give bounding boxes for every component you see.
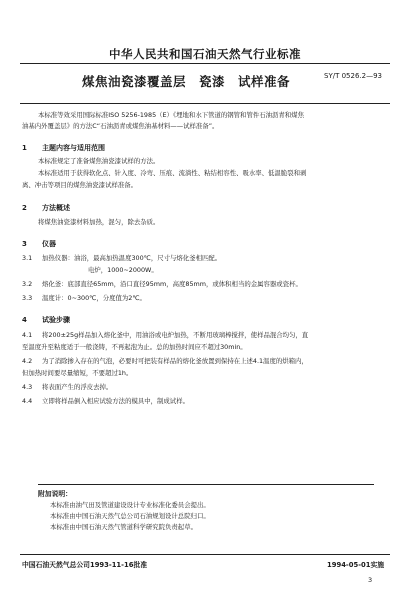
intro-line-1: 本标准等效采用国际标准ISO 5256-1985（E）《埋地和水下管道的钢管和管件石油沥青和煤焦 <box>38 111 304 119</box>
additional-note-line-2: 本标准由中国石油天然气总公司石油规划设计总院归口。 <box>50 512 210 520</box>
item-text: 将200±25g样品加入熔化釜中，用油浴或电炉加热，不断用玻璃棒搅拌，使样品混合均匀，直 <box>42 331 309 339</box>
header-rule <box>20 63 390 64</box>
item-text: 为了消除掺入存在的气泡，必要时可把装有样品的熔化釜放置到保持在上述4.1温度的烘箱内， <box>42 357 308 365</box>
section-4-heading <box>22 315 70 325</box>
implementation-date: 1994-05-01实施 <box>327 561 385 569</box>
additional-note-line-3: 本标准由中国石油天然气管道科学研究院负责起草。 <box>50 523 197 531</box>
section-4-item-1 <box>22 330 308 340</box>
additional-notes-title: 附加说明： <box>38 490 72 498</box>
item-text: 熔化釜：底部直径65mm，沿口直径95mm，高度85mm，或体积相当的金属容器或瓷杯。 <box>42 280 302 288</box>
intro-line-2: 油基内外覆盖层》的方法C“石油沥青或煤焦油基材料——试样准备”。 <box>22 122 219 130</box>
section-1-paragraph-2: 本标准适用于获得软化点、针入度、冷弯、压痕、流淌性、粘结相容性、吸水率、低温脆裂和剥 <box>38 169 307 177</box>
section-1-paragraph-3: 离、冲击等项目的煤焦油瓷漆试样准备。 <box>22 181 138 189</box>
section-3-item-1-line-2: 电炉，1000~2000W。 <box>88 266 158 274</box>
document-title: 煤焦油瓷漆覆盖层 瓷漆 试样准备 <box>82 74 291 89</box>
section-2-heading <box>22 203 70 213</box>
section-3-item-2 <box>22 279 302 289</box>
item-number: 4.4 <box>22 397 33 405</box>
section-1-number: 1 <box>22 144 27 152</box>
footer-rule <box>20 554 390 555</box>
section-4-title: 试验步骤 <box>42 316 70 324</box>
section-4-item-2-line-2: 但加热时间要尽量缩短，不要超过1h。 <box>22 369 133 377</box>
item-text: 温度计：0~300℃，分度值为2℃。 <box>42 294 146 302</box>
section-3-item-3 <box>22 293 146 303</box>
item-text: 加热仪器：油浴，最高加热温度300℃，尺寸与熔化釜相匹配。 <box>42 254 222 262</box>
section-3-number: 3 <box>22 240 27 248</box>
item-text: 立即将样品倒入相应试验方法的模具中，制成试样。 <box>42 397 189 405</box>
section-4-item-3 <box>22 382 112 392</box>
document-number: SY/T 0526.2—93 <box>324 72 382 80</box>
section-2-title: 方法概述 <box>42 204 70 212</box>
standard-title: 中华人民共和国石油天然气行业标准 <box>109 47 301 61</box>
additional-note-line-1: 本标准由油气田及管道建设设计专业标准化委员会提出。 <box>50 501 210 509</box>
item-text: 将表面产生的浮皮去掉。 <box>42 383 113 391</box>
title-rule <box>20 103 390 104</box>
item-number: 3.2 <box>22 280 33 288</box>
section-4-item-2 <box>22 356 308 366</box>
section-2-number: 2 <box>22 204 27 212</box>
approval-statement: 中国石油天然气总公司1993-11-16批准 <box>22 561 148 569</box>
section-4-number: 4 <box>22 316 27 324</box>
section-1-title: 主题内容与适用范围 <box>42 144 105 152</box>
item-number: 4.1 <box>22 331 33 339</box>
section-3-title: 仪器 <box>42 240 56 248</box>
page-number: 3 <box>368 576 373 584</box>
section-1-paragraph-1: 本标准规定了准备煤焦油瓷漆试样的方法。 <box>38 157 160 165</box>
section-4-item-4 <box>22 396 189 406</box>
section-2-paragraph-1: 将煤焦油瓷漆材料加热，混匀，除去杂质。 <box>38 218 160 226</box>
item-number: 4.3 <box>22 383 33 391</box>
section-3-heading <box>22 239 56 249</box>
item-number: 3.1 <box>22 254 33 262</box>
item-number: 3.3 <box>22 294 33 302</box>
section-3-item-1 <box>22 253 221 263</box>
section-1-heading <box>22 143 105 153</box>
item-number: 4.2 <box>22 357 33 365</box>
section-4-item-1-line-2: 至温度升至粘度适于一般浇铸，不再起泡为止。总的加热时间应不超过30min。 <box>22 343 247 351</box>
